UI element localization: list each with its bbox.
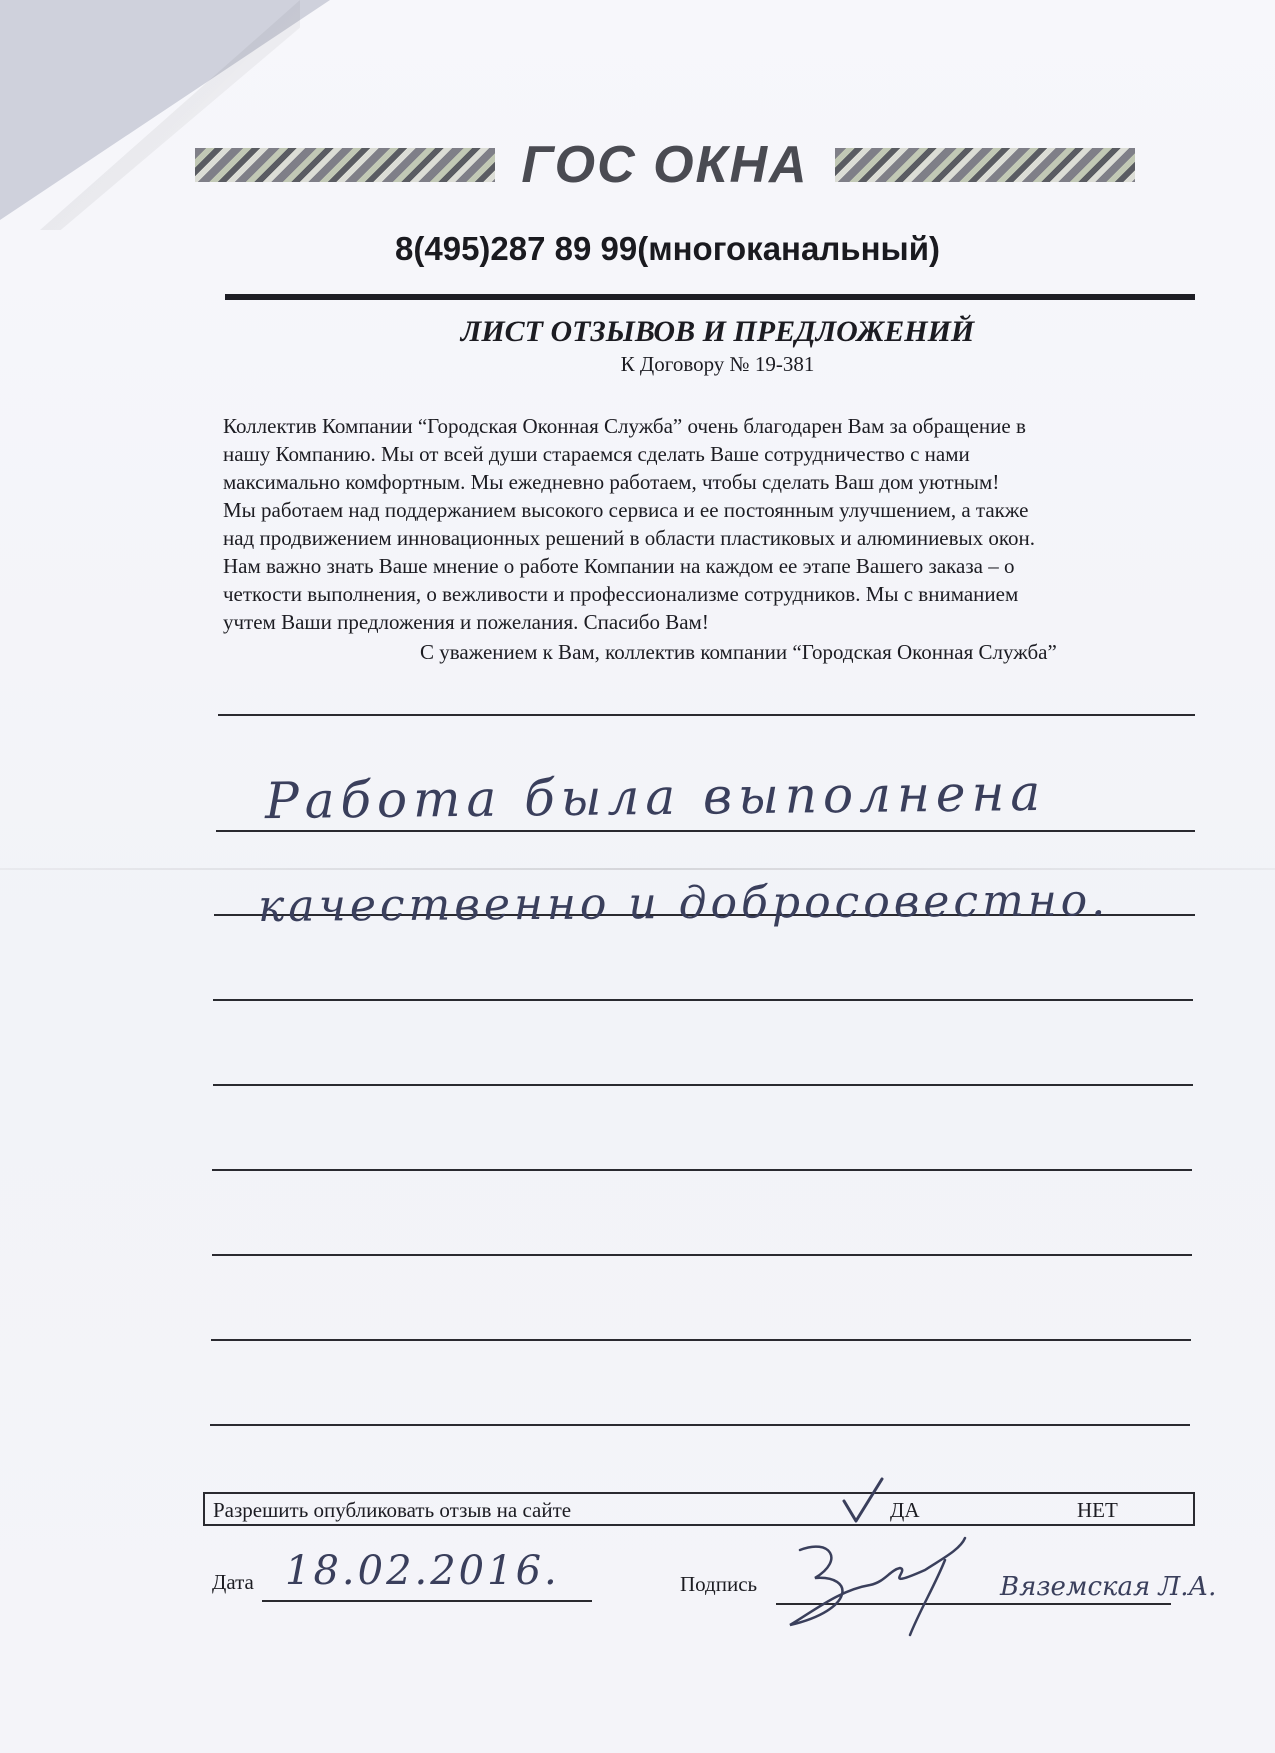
paper-crease <box>0 868 1275 870</box>
document-title: ЛИСТ ОТЗЫВОВ И ПРЕДЛОЖЕНИЙ <box>460 315 975 348</box>
contract-reference: К Договору № 19-381 <box>620 352 815 376</box>
logo-stripe-right <box>835 148 1135 182</box>
writing-line <box>211 1339 1191 1341</box>
date-line <box>262 1600 592 1602</box>
publish-yes-option[interactable]: ДА <box>890 1498 920 1522</box>
writing-line <box>210 1424 1190 1426</box>
date-label: Дата <box>212 1570 254 1594</box>
handwritten-feedback-line-1: Работа была выполнена <box>264 763 1047 831</box>
publish-consent-box <box>203 1492 1195 1526</box>
writing-line <box>213 999 1193 1001</box>
logo-text: ГОС ОКНА <box>521 136 809 194</box>
company-logo <box>195 135 1135 195</box>
writing-line <box>216 830 1195 832</box>
checkmark-icon <box>840 1475 886 1525</box>
writing-line <box>213 1084 1193 1086</box>
body-line: максимально комфортным. Мы ежедневно работаем, чтобы сделать Ваш дом уютным! <box>223 470 1000 494</box>
writing-line <box>218 714 1195 716</box>
body-line: четкости выполнения, о вежливости и профессионализме сотрудников. Мы с вниманием <box>223 582 1019 606</box>
header-divider <box>225 294 1195 300</box>
signer-name: Вяземская Л.А. <box>1000 1572 1217 1602</box>
body-line: над продвижением инновационных решений в области пластиковых и алюминиевых окон. <box>223 526 1036 550</box>
handwritten-signature <box>760 1530 1000 1640</box>
writing-line <box>212 1169 1192 1171</box>
signature-label: Подпись <box>680 1572 758 1596</box>
body-line: нашу Компанию. Мы от всей души стараемся сделать Ваше сотрудничество с нами <box>223 442 970 466</box>
writing-line <box>212 1254 1192 1256</box>
regards-line: С уважением к Вам, коллектив компании “Городская Оконная Служба” <box>420 640 1057 664</box>
publish-no-option[interactable]: НЕТ <box>1077 1498 1118 1522</box>
logo-stripe-left <box>195 148 495 182</box>
body-line: Нам важно знать Ваше мнение о работе Компании на каждом ее этапе Вашего заказа – о <box>223 554 1015 578</box>
body-paragraph <box>223 412 1195 636</box>
body-line: учтем Ваши предложения и пожелания. Спасибо Вам! <box>223 610 709 634</box>
body-line: Мы работаем над поддержанием высокого сервиса и ее постоянным улучшением, а также <box>223 498 1029 522</box>
body-line: Коллектив Компании “Городская Оконная Служба” очень благодарен Вам за обращение в <box>223 414 1026 438</box>
handwritten-feedback-line-2: качественно и добросовестно. <box>257 875 1110 932</box>
handwritten-date: 18.02.2016. <box>285 1548 560 1594</box>
phone-number: 8(495)287 89 99(многоканальный) <box>395 230 940 267</box>
publish-consent-label: Разрешить опубликовать отзыв на сайте <box>213 1498 572 1522</box>
